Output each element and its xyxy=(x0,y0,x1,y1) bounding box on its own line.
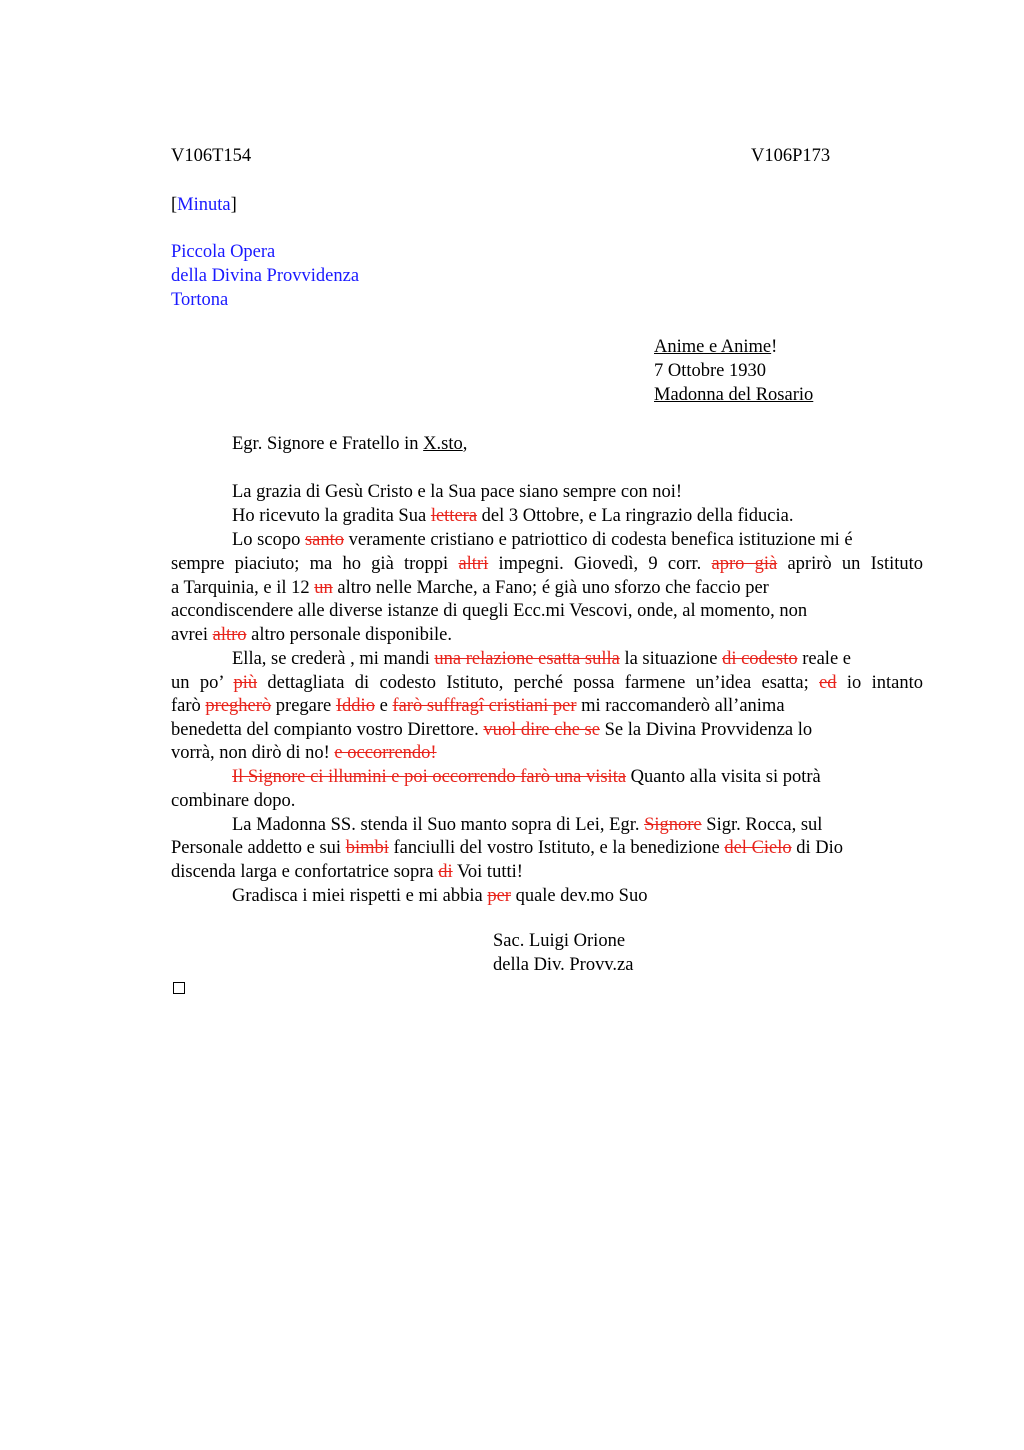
deleted-text: Signore xyxy=(644,815,702,835)
deleted-text: pregherò xyxy=(205,696,272,716)
deleted-text: per xyxy=(487,886,511,906)
signature-name: Sac. Luigi Orione xyxy=(493,931,626,951)
text-run: reale e xyxy=(797,649,851,669)
body-line-10 xyxy=(171,694,785,718)
text-run: farò xyxy=(171,696,206,716)
minuta-text: Minuta xyxy=(177,195,231,215)
text-run: sempre piaciuto; ma ho già troppi xyxy=(171,554,459,574)
text-run: altro personale disponibile. xyxy=(246,625,453,645)
body-line-15 xyxy=(232,813,822,837)
text-run: dettagliata di codesto Istituto, perché possa farmene un’idea esatta; xyxy=(257,673,820,693)
text-run: vorrà, non dirò di no! xyxy=(171,743,335,763)
deleted-text: ed xyxy=(819,673,837,693)
motto-punct: ! xyxy=(771,337,778,357)
text-run: fanciulli del vostro Istituto, e la benedizione xyxy=(388,838,725,858)
text-run: Ella, se crederà , mi mandi xyxy=(232,649,435,669)
text-run: di Dio xyxy=(791,838,844,858)
end-square-icon xyxy=(173,982,185,994)
deleted-text: Il Signore ci illumini e poi occorrendo farò una visita xyxy=(232,767,627,787)
document-code-right: V106P173 xyxy=(751,146,831,166)
salutation-punct: , xyxy=(462,434,468,454)
body-line-6: accondiscendere alle diverse istanze di quegli Ecc.mi Vescovi, onde, al momento, non xyxy=(171,601,808,621)
text-run: quale dev.mo Suo xyxy=(510,886,648,906)
minuta-label xyxy=(171,195,237,216)
text-run: un po’ xyxy=(171,673,234,693)
body-line-11 xyxy=(171,718,812,742)
text-run: Ho ricevuto la gradita Sua xyxy=(232,506,431,526)
text-run: Se la Divina Provvidenza lo xyxy=(599,720,813,740)
text-run: avrei xyxy=(171,625,213,645)
document-code-left: V106T154 xyxy=(171,146,252,166)
body-line-4 xyxy=(171,552,923,576)
deleted-text: una relazione esatta sulla xyxy=(434,649,620,669)
deleted-text: altri xyxy=(458,554,489,574)
deleted-text: un xyxy=(314,578,333,598)
text-run: mi raccomanderò all’anima xyxy=(576,696,785,716)
text-run: discenda larga e confortatrice sopra xyxy=(171,862,439,882)
body-line-2 xyxy=(232,504,793,528)
deleted-text: vuol dire che se xyxy=(483,720,600,740)
text-run: e xyxy=(374,696,393,716)
body-line-1: La grazia di Gesù Cristo e la Sua pace siano sempre con noi! xyxy=(232,482,683,502)
motto xyxy=(654,337,777,358)
body-line-18 xyxy=(232,884,647,908)
letter-date: 7 Ottobre 1930 xyxy=(654,361,767,381)
body-line-5 xyxy=(171,576,769,600)
text-run: pregare xyxy=(271,696,336,716)
text-run: Quanto alla visita si potrà xyxy=(626,767,821,787)
deleted-text: santo xyxy=(304,530,345,550)
body-line-12 xyxy=(171,741,437,765)
text-run: altro nelle Marche, a Fano; é già uno sforzo che faccio per xyxy=(332,578,769,598)
text-run: impegni. Giovedì, 9 corr. xyxy=(488,554,712,574)
bracket-open: [ xyxy=(171,195,178,215)
salutation-text: Egr. Signore e Fratello in xyxy=(232,434,424,454)
body-line-9 xyxy=(171,671,923,695)
deleted-text: apro già xyxy=(711,554,778,574)
body-line-16 xyxy=(171,836,843,860)
text-run: la situazione xyxy=(619,649,723,669)
deleted-text: e occorrendo! xyxy=(334,743,437,763)
body-line-7 xyxy=(171,623,452,647)
deleted-text: di codesto xyxy=(722,649,798,669)
letterhead-line-3: Tortona xyxy=(171,290,229,310)
body-line-14: combinare dopo. xyxy=(171,791,296,811)
text-run: La Madonna SS. stenda il Suo manto sopra di Lei, Egr. xyxy=(232,815,645,835)
deleted-text: del Cielo xyxy=(724,838,792,858)
body-line-8 xyxy=(232,647,851,671)
deleted-text: Iddio xyxy=(335,696,375,716)
text-run: io intanto xyxy=(836,673,923,693)
text-run: a Tarquinia, e il 12 xyxy=(171,578,315,598)
salutation xyxy=(232,432,467,456)
text-run: Sigr. Rocca, sul xyxy=(701,815,823,835)
text-run: Personale addetto e sui xyxy=(171,838,346,858)
deleted-text: più xyxy=(233,673,258,693)
text-run: aprirò un Istituto xyxy=(777,554,924,574)
body-line-17 xyxy=(171,860,523,884)
text-run: del 3 Ottobre, e La ringrazio della fiducia. xyxy=(477,506,794,526)
deleted-text: lettera xyxy=(430,506,478,526)
motto-text: Anime e Anime xyxy=(654,337,772,357)
text-run: Gradisca i miei rispetti e mi abbia xyxy=(232,886,488,906)
body-line-13 xyxy=(232,765,821,789)
letterhead-line-1: Piccola Opera xyxy=(171,242,276,262)
deleted-text: farò suffragî cristiani per xyxy=(392,696,577,716)
salutation-xsto: X.sto xyxy=(423,434,463,454)
text-run: veramente cristiano e patriottico di codesta benefica istituzione mi é xyxy=(344,530,853,550)
text-run: Voi tutti! xyxy=(452,862,523,882)
text-run: benedetta del compianto vostro Direttore. xyxy=(171,720,484,740)
letterhead-line-2: della Divina Provvidenza xyxy=(171,266,360,286)
body-line-3 xyxy=(232,528,923,552)
deleted-text: bimbi xyxy=(345,838,389,858)
deleted-text: altro xyxy=(212,625,247,645)
deleted-text: di xyxy=(438,862,453,882)
bracket-close: ] xyxy=(230,195,237,215)
feast-day: Madonna del Rosario xyxy=(654,385,814,405)
text-run: Lo scopo xyxy=(232,530,305,550)
signature-title: della Div. Provv.za xyxy=(493,955,634,975)
